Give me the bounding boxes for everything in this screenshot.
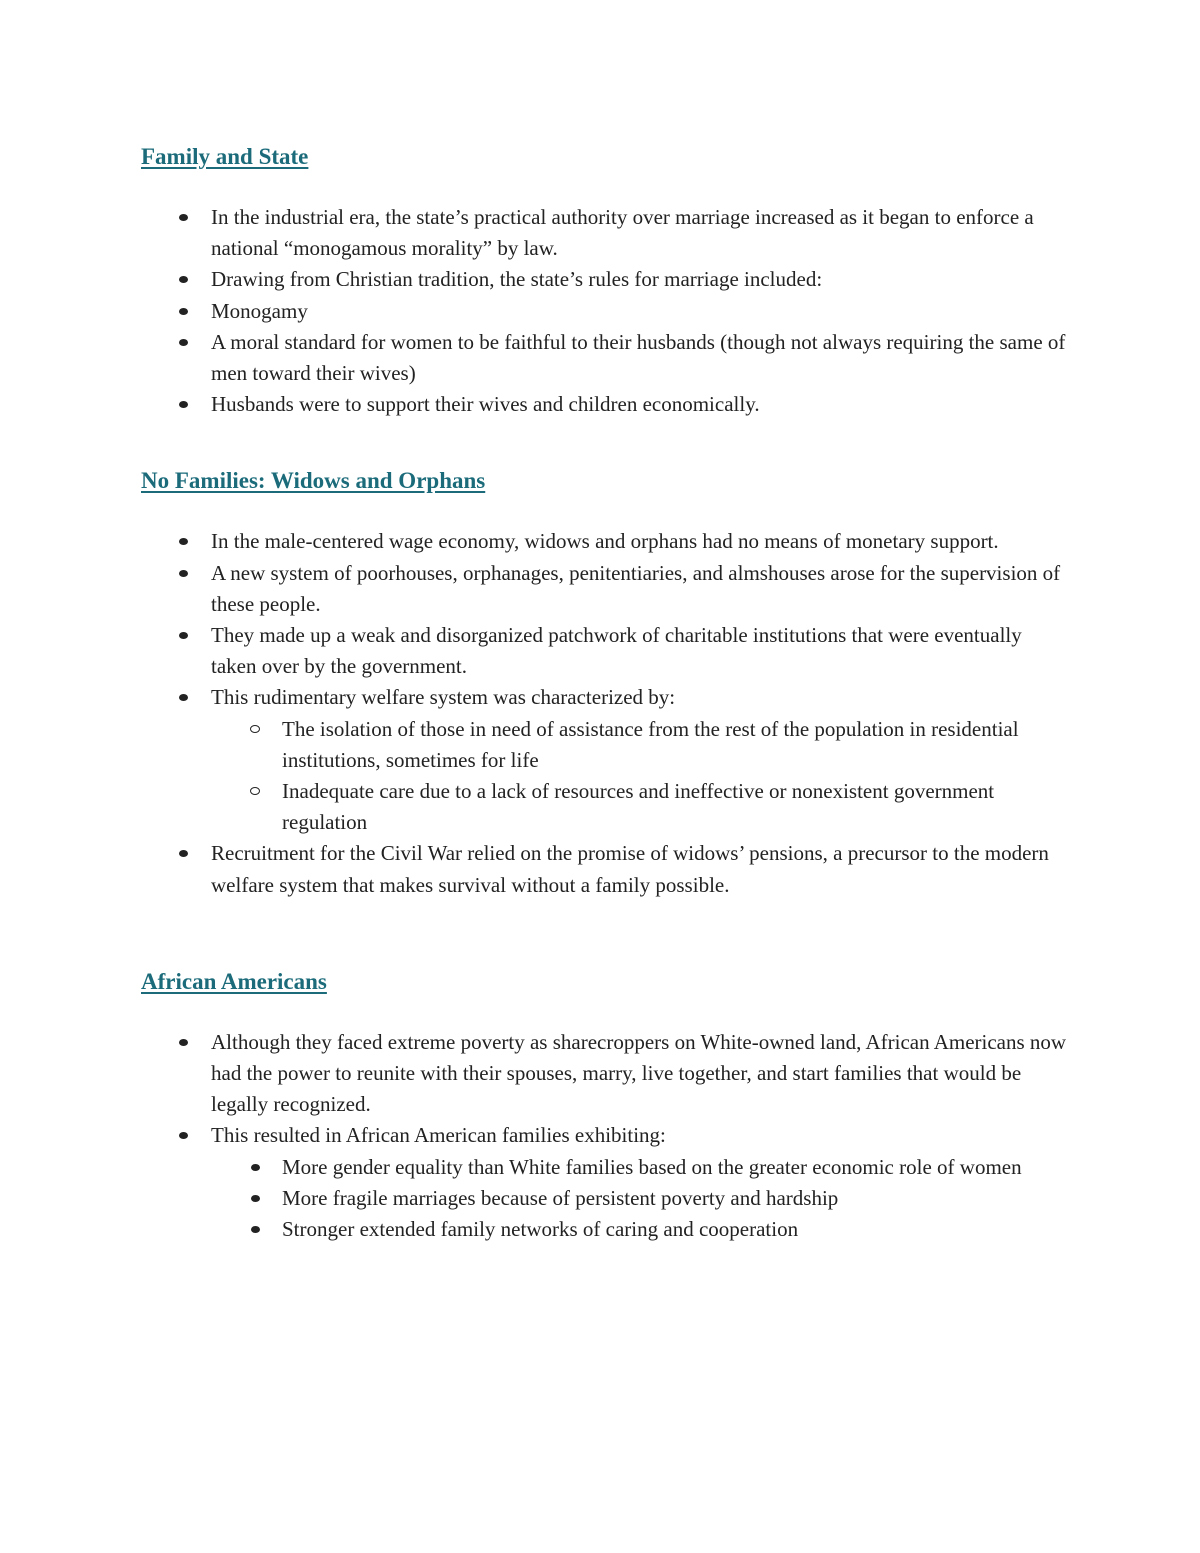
list-item-text: A new system of poorhouses, orphanages, penitentiaries, and almshouses arose for the supervision of these people. <box>211 560 1061 616</box>
list-item <box>141 558 1071 620</box>
sub-list-item <box>211 1214 1071 1245</box>
hollow-bullet-icon <box>250 725 260 733</box>
list-item-text: Monogamy <box>211 298 308 323</box>
list-item <box>141 682 1071 838</box>
bullet-icon <box>179 850 188 857</box>
list-item-text: Although they faced extreme poverty as sharecroppers on White-owned land, African Americans now had the power to reunite with their spouses, marry, live together, and start families that would be legally recognized. <box>211 1029 1067 1117</box>
section-heading: Family and State <box>141 144 309 169</box>
bullet-list <box>141 1027 1071 1245</box>
list-item-text: A moral standard for women to be faithful to their husbands (though not always requiring the same of men toward their wives) <box>211 329 1066 386</box>
bullet-icon <box>179 1132 188 1139</box>
bullet-icon <box>179 214 188 221</box>
bullet-icon <box>179 1039 188 1046</box>
sub-bullet-list <box>211 1152 1071 1246</box>
list-item-text: This resulted in African American families exhibiting: <box>211 1123 666 1148</box>
bullet-list <box>141 202 1071 420</box>
section-family-and-state <box>141 140 1071 420</box>
bullet-icon <box>179 538 188 545</box>
bullet-icon <box>251 1195 260 1202</box>
sub-list-item <box>211 1183 1071 1214</box>
sub-list-item-text: Inadequate care due to a lack of resources and ineffective or nonexistent government regulation <box>282 779 995 835</box>
list-item <box>141 264 1071 295</box>
list-item-text: Recruitment for the Civil War relied on the promise of widows’ pensions, a precursor to the modern welfare system that makes survival without a family possible. <box>211 841 1049 897</box>
list-item <box>141 526 1071 557</box>
section-heading: No Families: Widows and Orphans <box>141 468 486 494</box>
list-item-text: In the industrial era, the state’s practical authority over marriage increased as it began to enforce a national “monogamous morality” by law. <box>211 205 1034 261</box>
list-item <box>141 389 1071 420</box>
section-heading: African Americans <box>141 968 327 994</box>
list-item <box>141 327 1071 389</box>
sub-list-item <box>211 714 1071 776</box>
list-item-text: This rudimentary welfare system was characterized by: <box>211 685 676 710</box>
list-item-text: They made up a weak and disorganized patchwork of charitable institutions that were eventually taken over by the government. <box>211 623 1022 679</box>
sub-list-item <box>211 776 1071 838</box>
bullet-icon <box>179 401 188 408</box>
list-item <box>141 838 1071 900</box>
list-item <box>141 1120 1071 1245</box>
list-item <box>141 296 1071 327</box>
sub-list-item-text: More gender equality than White families based on the greater economic role of women <box>282 1154 1022 1179</box>
sub-list-item-text: Stronger extended family networks of caring and cooperation <box>282 1217 799 1242</box>
list-item <box>141 202 1071 264</box>
list-item-text: In the male-centered wage economy, widows and orphans had no means of monetary support. <box>211 529 999 554</box>
bullet-icon <box>179 276 188 283</box>
section-widows-and-orphans <box>141 464 1071 900</box>
bullet-icon <box>179 308 188 315</box>
bullet-icon <box>179 570 188 577</box>
bullet-icon <box>251 1226 260 1233</box>
section-african-americans <box>141 965 1071 1245</box>
sub-list-item-text: The isolation of those in need of assistance from the rest of the population in residential institutions, sometimes for life <box>282 716 1019 772</box>
bullet-icon <box>179 632 188 639</box>
bullet-list <box>141 526 1071 900</box>
list-item-text: Drawing from Christian tradition, the state’s rules for marriage included: <box>211 267 823 292</box>
hollow-bullet-icon <box>250 787 260 795</box>
document-page <box>141 140 1071 1245</box>
sub-list-item <box>211 1152 1071 1183</box>
sub-bullet-list <box>211 714 1071 839</box>
list-item-text: Husbands were to support their wives and children economically. <box>211 392 760 417</box>
list-item <box>141 1027 1071 1121</box>
list-item <box>141 620 1071 682</box>
bullet-icon <box>179 339 188 346</box>
bullet-icon <box>179 694 188 701</box>
bullet-icon <box>251 1164 260 1171</box>
sub-list-item-text: More fragile marriages because of persistent poverty and hardship <box>282 1185 839 1210</box>
